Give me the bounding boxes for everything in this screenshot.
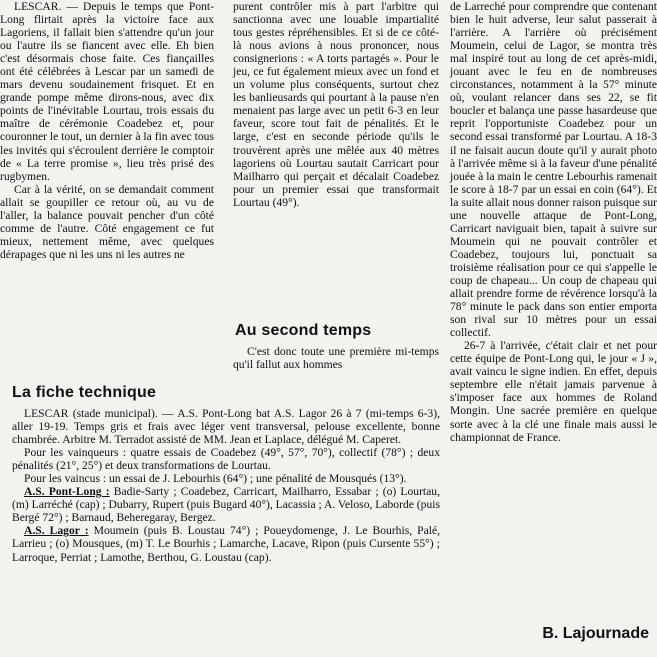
fiche-technique-box xyxy=(12,407,440,564)
fiche-paragraph: Pour les vainqueurs : quatre essais de Coadebez (49°, 57°, 70°), collectif (78°) ; deux pénalités (21°, 25°) et deux transformations de Lourtau. xyxy=(12,446,440,473)
team2-label: A.S. Lagor : xyxy=(24,524,89,538)
fiche-technique-heading: La fiche technique xyxy=(12,384,157,401)
article-column-3 xyxy=(450,0,657,444)
section-heading: Au second temps xyxy=(235,322,372,339)
article-paragraph: Car à la vérité, on se demandait comment allait se goupiller ce retour où, au vu de l'aller, la balance pouvait pencher d'un côté comme de l'autre. Côté engagement ce fut mieux, nettement même, avec quelques dérapages que ni les uns ni les autres ne xyxy=(0,182,214,261)
article-column-1 xyxy=(0,0,214,261)
fiche-team2 xyxy=(12,524,440,563)
article-paragraph: 26-7 à l'arrivée, c'était clair et net pour cette équipe de Pont-Long qui, le jour « J », avait vaincu le signe indien. En effet, depuis septembre elle n'était jamais parvenue à s'imposer face aux hommes de Roland Mongin. Une sacrée première en quelque sorte avec à la clé une finale mais aussi le championnat de France. xyxy=(450,339,657,444)
fiche-paragraph: LESCAR (stade municipal). — A.S. Pont-Long bat A.S. Lagor 26 à 7 (mi-temps 6-3), aller 19-19. Temps gris et frais avec léger vent transversal, pelouse excellente, bonne chambrée. Arbitre M. Terradot assisté de MM. Jean et Laplace, délégué M. Caperet. xyxy=(12,407,440,447)
team1-lineup: Badie-Sarty ; Coadebez, Carricart, Mailharro, Essabar ; (o) Lourtau, (m) Larréché (cap) ; Dubarry, Rupert (puis Bugard 40°), Lacassia ; A. Veloso, Laborde (puis Bergé 72°) ; Barnaud, Beheregaray, Bergez. xyxy=(12,485,440,525)
fiche-team1 xyxy=(12,485,440,524)
team1-label: A.S. Pont-Long : xyxy=(24,485,110,499)
fiche-paragraph: Pour les vaincus : un essai de J. Lebourhis (64°) ; une pénalité de Mousqués (13°). xyxy=(24,472,407,486)
article-paragraph: C'est donc toute une première mi-temps qu'il fallut aux hommes xyxy=(233,345,439,372)
article-column-2-lower xyxy=(233,345,439,371)
article-column-2 xyxy=(233,0,439,209)
team2-lineup: Moumein (puis B. Loustau 74°) ; Poueydomenge, J. Le Bourhis, Palé, Larrieu ; (o) Mousques, (m) T. Le Bourhis ; Lamarche, Lacave, Ripon (puis Cursente 55°) ; Larroque, Perriat ; Lamothe, Berthou, G. Loustau (cap). xyxy=(12,524,440,564)
author-signature: B. Lajournade xyxy=(542,625,649,642)
article-paragraph: LESCAR. — Depuis le temps que Pont-Long flirtait après la victoire face aux Lagoriens, il fallait bien s'attendre qu'un jour ou l'autre ils se fiancent avec elle. Eh bien c'est désormais chose faite. Ces fiançailles ont été célébrées à Lescar par un samedi de mars devenu soudainement frisquet. Et en grande pompe même dirons-nous, avec dix points de l'inévitable Lourtau, trois essais du maître de cérémonie Coadebez et, pour couronner le tout, un dernier à la fin avec tous les invités qui s'écroulent derrière le comptoir de « La terre promise », lieu très prisé des rugbymen. xyxy=(0,0,214,183)
article-paragraph: de Larreché pour comprendre que contenant bien le huit adverse, leur salut passerait à l'arrière. A l'arrière où précisément Moumein, celui de Lagor, se montra très mal inspiré tout au long de cet après-midi, jouant avec le feu en de nombreuses circonstances, notamment à la 57° minute où, voulant relancer dans ses 22, se fit boucler et balança une passe hasardeuse que reprit l'opportuniste Coadebez pour un second essai transformé par Lourtau. A 18-3 il ne faisait aucun doute qu'il y aurait photo à l'arrivée même si à la faveur d'une pénalité jouée à la main le centre Lebourhis ramenait le score à 18-7 par un essai en coin (64°). Et la suite allait nous donner raison puisque sur une nouvelle attaque de Pont-Long, Carricart naviguait bien, tapait à suivre sur Moumein qui ne pouvait contrôler et Coadebez, toujours lui, ponctuait sa troisième réalisation pour ce qui s'appelle le coup de chapeau... Un coup de chapeau qui allait prendre forme de révérence lorsqu'à la 78° minute le pack dans son entier emporta son rival sur 10 mètres pour un essai collectif. xyxy=(450,0,657,340)
article-paragraph: purent contrôler mis à part l'arbitre qui sanctionna avec une louable impartialité tous gestes répréhensibles. Et si de ce côté-là nous avions à nous prononcer, nous consignerions : « A torts partagés ». Pour le jeu, ce fut également mieux avec un fond et un volume plus conséquents, surtout chez les banlieusards qui pourtant à la pause n'en menaient pas large avec un petit 6-3 en leur faveur, score tout fait de pénalités. Et le large, c'est en seconde période qu'ils le trouvèrent après une mêlée aux 40 mètres lagoriens où Lourtau sautait Carricart pour Mailharro qui perçait et décalait Coadebez pour un premier essai que transformait Lourtau (49°). xyxy=(233,0,439,209)
